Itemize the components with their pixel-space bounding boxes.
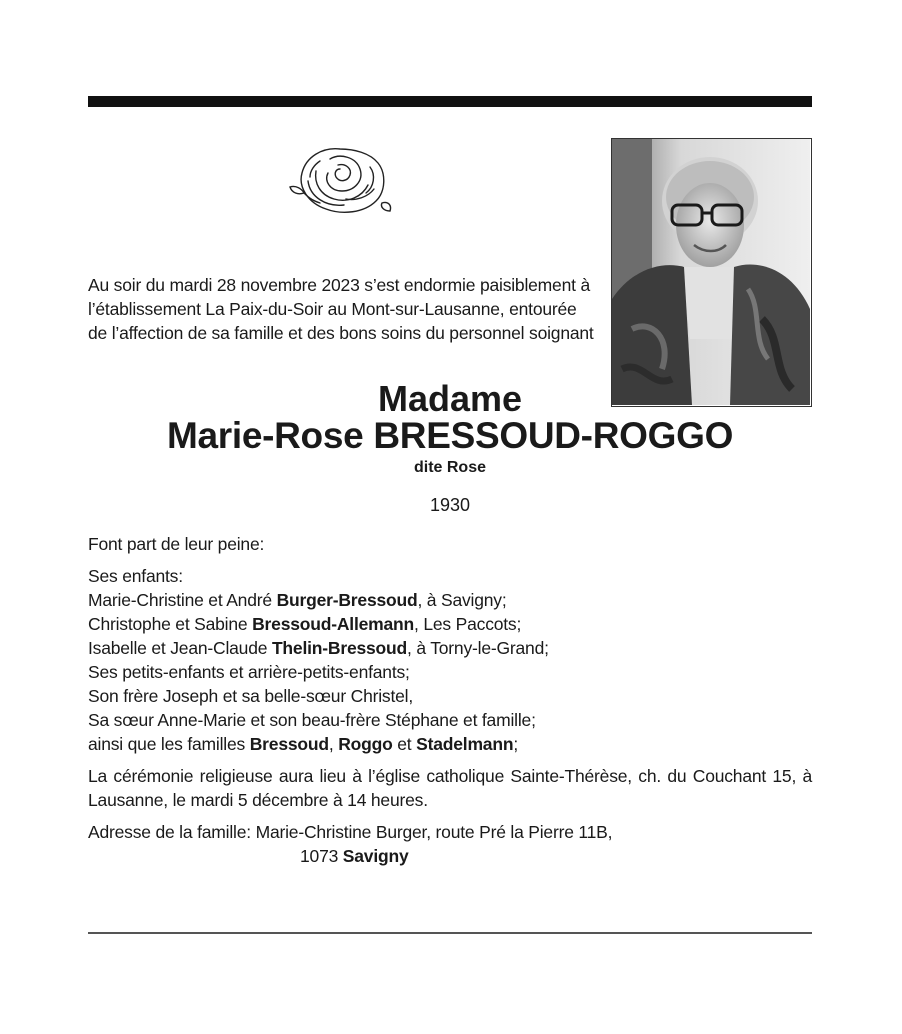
children-label: Ses enfants: — [88, 566, 183, 586]
brother-line: Son frère Joseph et sa belle-sœur Christel, — [88, 686, 414, 706]
body-text — [88, 532, 812, 876]
portrait-photo — [611, 138, 812, 407]
honorific: Madame — [377, 378, 523, 419]
bottom-divider — [88, 932, 812, 934]
family-name: Burger-Bressoud — [276, 590, 418, 610]
family-name: Thelin-Bressoud — [271, 638, 408, 658]
name-block — [88, 414, 812, 516]
child-line: Christophe et Sabine Bressoud-Allemann, Les Paccots; — [88, 614, 522, 634]
sister-line: Sa sœur Anne-Marie et son beau-frère Stéphane et famille; — [88, 710, 536, 730]
nickname: dite Rose — [413, 459, 486, 476]
child-line: Marie-Christine et André Burger-Bressoud, à Savigny; — [88, 590, 507, 610]
family-name: Bressoud-Allemann — [252, 614, 415, 634]
deceased-name: Marie-Rose BRESSOUD-ROGGO — [166, 415, 734, 456]
grandchildren-line: Ses petits-enfants et arrière-petits-enfants; — [88, 662, 410, 682]
obituary-notice — [88, 96, 812, 866]
address-line: Adresse de la famille: Marie-Christine Burger, route Pré la Pierre 11B, — [88, 822, 613, 842]
child-line: Isabelle et Jean-Claude Thelin-Bressoud, à Torny-le-Grand; — [88, 638, 549, 658]
rose-icon — [286, 143, 394, 221]
families-line: ainsi que les familles Bressoud, Roggo et Stadelmann; — [88, 734, 518, 754]
family-address — [88, 820, 812, 868]
address-town: Savigny — [342, 846, 409, 866]
portrait-image — [612, 139, 810, 405]
address-town-line: 1073 Savigny — [300, 846, 409, 866]
header-zone — [88, 107, 812, 419]
family-name: Roggo — [338, 734, 393, 754]
family-name: Bressoud — [249, 734, 329, 754]
intro-text: Au soir du mardi 28 novembre 2023 s’est endormie paisiblement à l’établissement La Paix-du-Soir au Mont-sur-Lausanne, entourée de l’affection de sa famille et des bons soins du personnel soignant — [88, 274, 594, 343]
family-name: Stadelmann — [416, 734, 514, 754]
mourners-intro: Font part de leur peine: — [88, 534, 265, 554]
family-list — [88, 564, 812, 756]
ceremony-text: La cérémonie religieuse aura lieu à l’église catholique Sainte-Thérèse, ch. du Couchant 15, à Lausanne, le mardi 5 décembre à 14 heures. — [88, 766, 812, 810]
top-divider — [88, 96, 812, 107]
birth-year: 1930 — [429, 495, 471, 515]
